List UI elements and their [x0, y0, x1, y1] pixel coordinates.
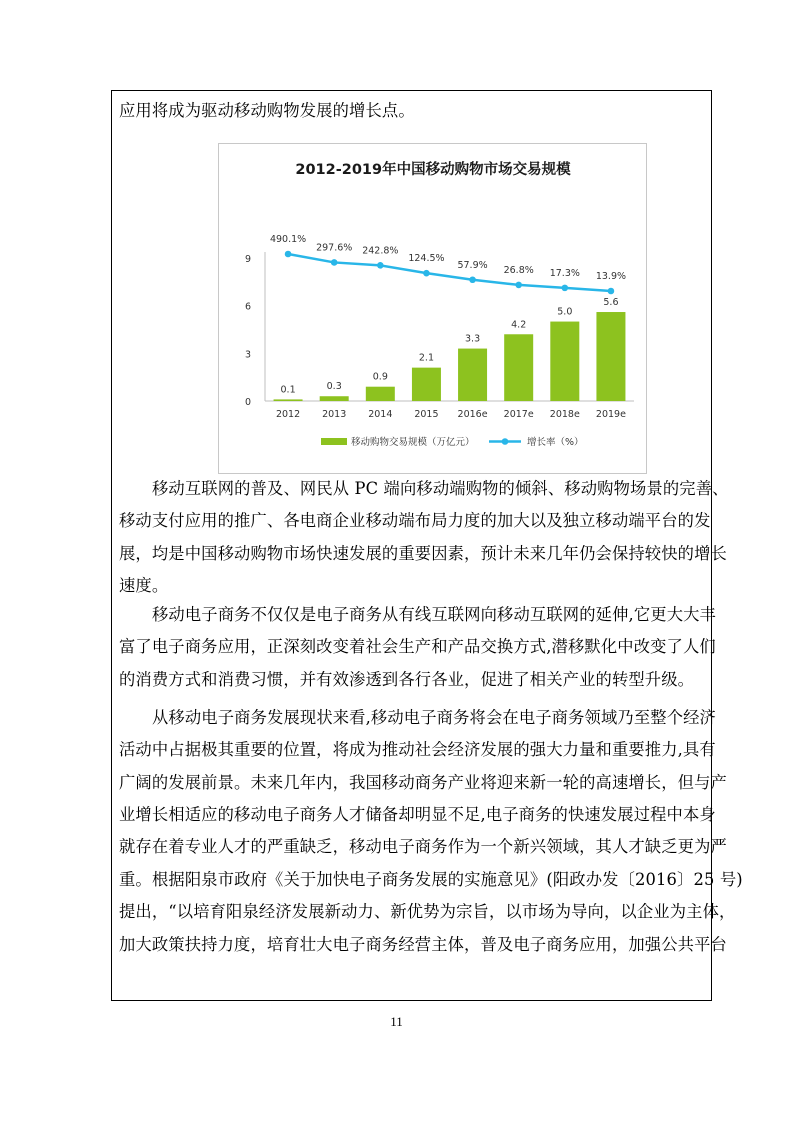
bar-2019e	[596, 312, 625, 401]
x-tick-label: 2013	[322, 409, 347, 420]
growth-point-2019e	[608, 288, 615, 295]
paragraph-4-line: 加大政策扶持力度，培育壮大电子商务经营主体，普及电子商务应用，加强公共平台	[119, 934, 727, 954]
growth-point-2013	[331, 259, 338, 266]
bar-value-label: 3.3	[465, 333, 481, 345]
growth-value-label: 297.6%	[316, 242, 353, 254]
document-frame	[111, 90, 743, 1001]
bar-2018e	[550, 322, 579, 401]
growth-value-label: 242.8%	[362, 245, 399, 257]
market-size-chart	[218, 143, 647, 474]
paragraph-2-line: 的消费方式和消费习惯，并有效渗透到各行各业，促进了相关产业的转型升级。	[119, 669, 695, 689]
bar-value-label: 2.1	[418, 352, 434, 364]
growth-value-label: 490.1%	[269, 234, 307, 245]
legend-bar-swatch	[321, 438, 347, 445]
paragraph-4-line: 根据阳泉市政府《关于加快电子商务发展的实施意见》(阳政办发〔2016〕25 号)	[152, 870, 743, 889]
paragraph-2-line: 移动电子商务不仅仅是电子商务从有线互联网向移动互联网的延伸,它更大大丰	[152, 605, 716, 624]
bar-2017e	[504, 334, 533, 401]
growth-point-2015	[423, 270, 430, 277]
paragraph-3-line: 广阔的发展前景。未来几年内，我国移动商务产业将迎来新一轮的高速增长，但与产	[119, 772, 727, 792]
x-tick-label: 2015	[414, 409, 439, 420]
bar-2016e	[458, 349, 487, 401]
bar-value-label: 0.1	[280, 384, 296, 396]
paragraph-3-line: 就存在着专业人才的严重缺乏，移动电子商务作为一个新兴领域，其人才缺乏更为严	[119, 837, 727, 857]
x-tick-label: 2012	[275, 409, 301, 420]
bar-2015	[412, 368, 441, 401]
growth-value-label: 57.9%	[457, 259, 488, 271]
growth-value-label: 17.3%	[549, 267, 580, 279]
y-tick-label: 3	[244, 349, 251, 361]
legend-line-label: 增长率（%）	[527, 437, 584, 448]
paragraph-3-line: 业增长相适应的移动电子商务人才储备却明显不足,电子商务的快速发展过程中本身	[119, 804, 716, 824]
chart-title: 2012-2019年中国移动购物市场交易规模	[295, 162, 571, 178]
bar-value-label: 5.6	[603, 297, 619, 309]
x-tick-label: 2018e	[549, 409, 580, 420]
paragraph-1-line: 移动支付应用的推广、各电商企业移动端布局力度的加大以及独立移动端平台的发	[119, 511, 711, 531]
intro-line: 应用将成为驱动移动购物发展的增长点。	[119, 101, 415, 120]
paragraph-3-line: 从移动电子商务发展现状来看,移动电子商务将会在电子商务领域乃至整个经济	[152, 708, 716, 727]
y-tick-label: 9	[244, 254, 251, 265]
legend-line-marker	[502, 438, 509, 445]
growth-point-2012	[285, 251, 292, 258]
chart-canvas	[219, 144, 648, 475]
bar-value-label: 0.3	[326, 381, 342, 393]
growth-value-label: 124.5%	[408, 253, 445, 265]
page-number: 11	[390, 1014, 403, 1029]
paragraph-3-line: 重。	[119, 869, 152, 889]
bar-value-label: 5.0	[557, 306, 573, 318]
bar-value-label: 0.9	[372, 371, 388, 383]
growth-point-2016e	[469, 276, 476, 283]
paragraph-1-line: 速度。	[119, 575, 169, 595]
paragraph-3-line: 活动中占据极其重要的位置，将成为推动社会经济发展的强大力量和重要推力,具有	[119, 740, 716, 760]
x-tick-label: 2017e	[503, 409, 534, 420]
paragraph-2-line: 富了电子商务应用，正深刻改变着社会生产和产品交换方式,潜移默化中改变了人们	[119, 637, 716, 657]
paragraph-1-line: 移动互联网的普及、网民从 PC 端向移动端购物的倾斜、移动购物场景的完善、	[152, 479, 729, 498]
y-tick-label: 0	[244, 397, 251, 408]
bar-2012	[274, 399, 303, 401]
y-tick-label: 6	[244, 301, 251, 313]
bar-value-label: 4.2	[511, 319, 527, 331]
paragraph-4-line: 提出，“以培育阳泉经济发展新动力、新优势为宗旨，以市场为导向，以企业为主体，	[119, 902, 736, 922]
growth-point-2018e	[562, 285, 569, 292]
bar-2013	[320, 396, 349, 401]
x-tick-label: 2019e	[595, 409, 626, 420]
growth-point-2017e	[515, 282, 522, 289]
x-tick-label: 2014	[368, 409, 393, 420]
bar-2014	[366, 387, 395, 401]
growth-point-2014	[377, 262, 384, 269]
growth-value-label: 13.9%	[595, 271, 627, 282]
growth-value-label: 26.8%	[503, 264, 534, 276]
x-tick-label: 2016e	[457, 409, 488, 420]
legend-bar-label: 移动购物交易规模（万亿元）	[351, 437, 475, 448]
paragraph-1-line: 展，均是中国移动购物市场快速发展的重要因素，预计未来几年仍会保持较快的增长	[119, 543, 727, 563]
